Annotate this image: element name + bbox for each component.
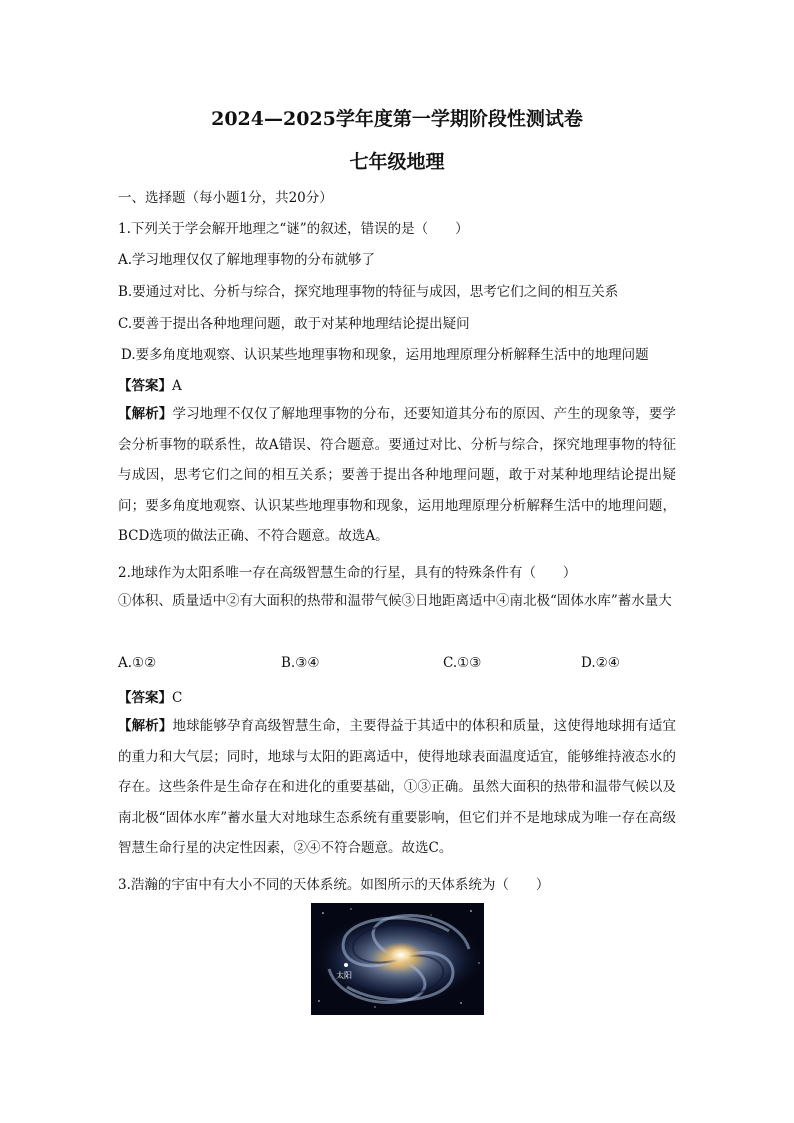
- q1-analysis-text: 学习地理不仅仅了解地理事物的分布，还要知道其分布的原因、产生的现象等，要学会分析事物的联系性，故A错误、符合题意。要通过对比、分析与综合，探究地理事物的特征与成因，思考它们之间的相互关系；要善于提出各种地理问题，敢于对某种地理结论提出疑问；要多角度地观察、认识某些地理事物和现象，运用地理原理分析解释生活中的地理问题，BCD选项的做法正确、不符合题意。故选A。: [118, 406, 677, 544]
- q1-analysis: [118, 399, 676, 552]
- q2-option-a: A.①②: [118, 655, 157, 671]
- milky-way-figure: [311, 903, 484, 1015]
- answer-tag: 【答案】: [118, 690, 172, 706]
- q1-answer: [118, 374, 182, 394]
- q1-stem: 1.下列关于学会解开地理之“谜”的叙述，错误的是（ ）: [118, 221, 469, 237]
- q2-analysis-text: 地球能够孕育高级智慧生命，主要得益于其适中的体积和质量，这使得地球拥有适宜的重力和大气层；同时，地球与太阳的距离适中，使得地球表面温度适宜，能够维持液态水的存在。这些条件是生命存在和进化的重要基础，①③正确。虽然大面积的热带和温带气候以及南北极“固体水库”蓄水量大对地球生态系统有重要影响，但它们并不是地球成为唯一存在高级智慧生命行星的决定性因素，②④不符合题意。故选C。: [118, 718, 677, 856]
- q3-stem: 3.浩瀚的宇宙中有大小不同的天体系统。如图所示的天体系统为（ ）: [118, 877, 550, 893]
- sun-label: 太阳: [336, 971, 352, 980]
- q1-option-c: C.要善于提出各种地理问题，敢于对某种地理结论提出疑问: [118, 316, 470, 332]
- q2-conditions: ①体积、质量适中②有大面积的热带和温带气候③日地距离适中④南北极“固体水库”蓄水量大: [118, 593, 672, 609]
- q1-option-b: B.要通过对比、分析与综合，探究地理事物的特征与成因，思考它们之间的相互关系: [118, 284, 619, 300]
- q2-option-d: D.②④: [581, 655, 620, 671]
- q1-option-d: D.要多角度地观察、认识某些地理事物和现象，运用地理原理分析解释生活中的地理问题: [121, 347, 649, 363]
- q2-stem: 2.地球作为太阳系唯一存在高级智慧生命的行星，具有的特殊条件有（ ）: [118, 565, 577, 581]
- section-heading: 一、选择题（每小题1分，共20分）: [118, 190, 333, 206]
- q2-answer-value: C: [172, 690, 183, 706]
- q2-option-c: C.①③: [443, 655, 482, 671]
- galaxy-image: [311, 903, 484, 1015]
- q1-option-a: A.学习地理仅仅了解地理事物的分布就够了: [118, 252, 376, 268]
- analysis-tag: 【解析】: [118, 406, 173, 422]
- q1-answer-value: A: [172, 378, 182, 394]
- exam-subtitle: 七年级地理: [349, 151, 445, 173]
- exam-title: 2024—2025学年度第一学期阶段性测试卷: [211, 108, 583, 130]
- q2-answer: [118, 686, 182, 706]
- sun-marker: [344, 963, 348, 967]
- answer-tag: 【答案】: [118, 378, 172, 394]
- analysis-tag: 【解析】: [118, 718, 173, 734]
- q2-analysis: [118, 711, 676, 864]
- q2-option-b: B.③④: [281, 655, 320, 671]
